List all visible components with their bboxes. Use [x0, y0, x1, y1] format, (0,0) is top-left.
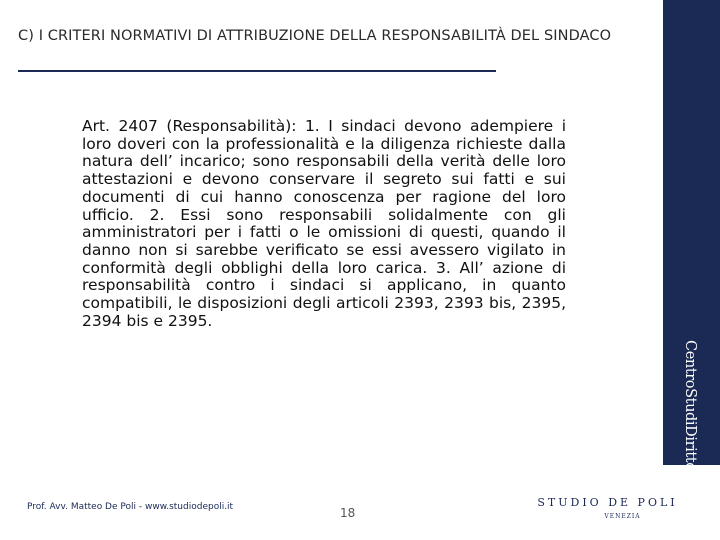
studio-logo [530, 496, 685, 520]
logo-name: STUDIO DE POLI [537, 496, 678, 509]
page-number: 18 [340, 506, 356, 520]
article-text: Art. 2407 (Responsabilità): 1. I sindaci devono adempiere i loro doveri con la professionalità e la diligenza richieste dalla natura dell’ incarico; sono responsabili della verità delle loro attestazioni e devono conservare il segreto sui fatti e sui documenti di cui hanno conoscenza per ragione del loro ufficio. 2. Essi sono responsabili solidalmente con gli amministratori per i fatti o le omissioni di questi, quando il danno non si sarebbe verificato se essi avessero vigilato in conformità degli obblighi della loro carica. 3. All’ azione di responsabilità contro i sindaci si applicano, in quanto compatibili, le disposizioni degli articoli 2393, 2393 bis, 2395, 2394 bis e 2395. [82, 117, 566, 330]
title-underline [18, 70, 496, 72]
logo-city: VENEZIA [604, 513, 641, 520]
footer-author: Prof. Avv. Matteo De Poli - www.studiodepoli.it [27, 502, 234, 512]
slide-title: C) I CRITERI NORMATIVI DI ATTRIBUZIONE DELLA RESPONSABILITÀ DEL SINDACO [18, 28, 612, 44]
side-brand: CentroStudiDirittoImpresa [682, 340, 698, 529]
